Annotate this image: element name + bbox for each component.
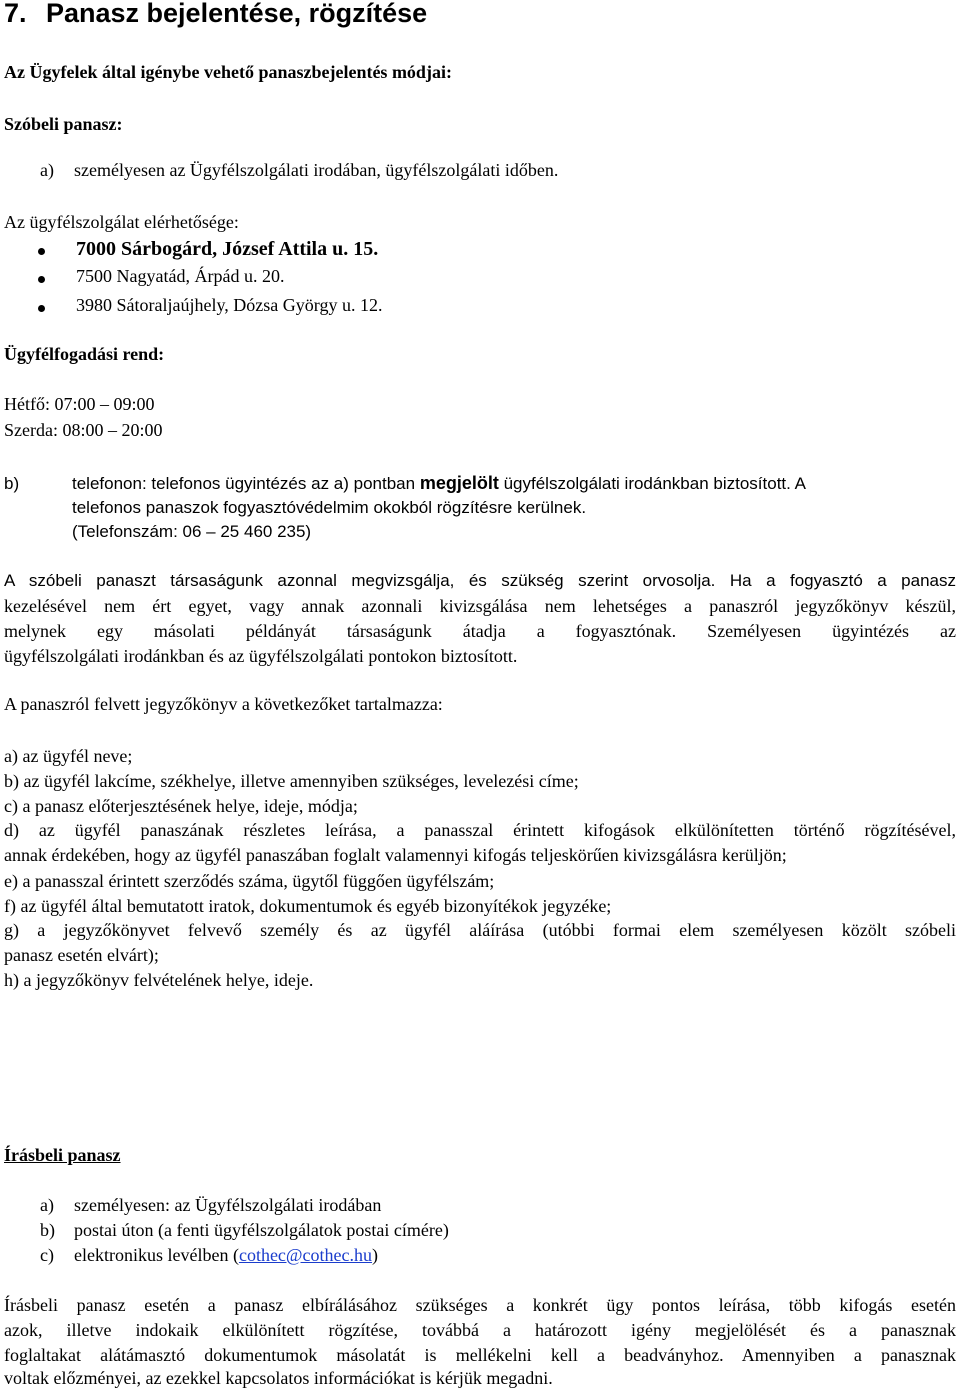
oral-item-a-text: személyesen az Ügyfélszolgálati irodában, ügyfélszolgálati időben.	[74, 160, 559, 180]
record-line: g) a jegyzőkönyvet felvevő személy és az ügyfél aláírása (utóbbi formai elem személyesen közölt szóbeli	[4, 920, 956, 940]
oral-paragraph-line: A szóbeli panaszt társaságunk azonnal megvizsgálja, és szükség szerint orvosolja. Ha a fogyasztó a panasz	[4, 571, 956, 590]
oral-item-b-line1	[4, 473, 806, 494]
written-item-label: a)	[40, 1195, 54, 1215]
written-item-label: b)	[40, 1220, 55, 1240]
oral-item-b-line2: telefonos panaszok fogyasztóvédelmim okokból rögzítésre kerülnek.	[72, 498, 587, 517]
availability-label: Az ügyfélszolgálat elérhetősége:	[4, 212, 239, 232]
written-item-c-pre: elektronikus levélben (	[74, 1245, 239, 1265]
record-line: f) az ügyfél által bemutatott iratok, dokumentumok és egyéb bizonyítékok jegyzéke;	[4, 896, 612, 916]
written-item-b	[40, 1220, 449, 1241]
written-item-c	[40, 1245, 378, 1266]
written-item-a	[40, 1195, 381, 1216]
record-line: c) a panasz előterjesztésének helye, ideje, módja;	[4, 796, 358, 816]
intro-heading: Az Ügyfelek által igénybe vehető panaszbejelentés módjai:	[4, 62, 452, 82]
written-item-text: postai úton (a fenti ügyfélszolgálatok postai címére)	[74, 1220, 449, 1240]
written-paragraph-line: Írásbeli panasz esetén a panasz elbírálásához szükséges a konkrét ügy pontos leírása, több kifogás esetén	[4, 1295, 956, 1315]
address-primary: 7000 Sárbogárd, József Attila u. 15.	[76, 238, 379, 260]
written-paragraph-line: foglaltakat alátámasztó dokumentumok másolatát is mellékelni kell a beadványhoz. Amennyiben a panasznak	[4, 1345, 956, 1365]
record-line: a) az ügyfél neve;	[4, 746, 133, 766]
oral-item-b-label: b)	[4, 474, 20, 493]
written-paragraph-line: voltak előzményei, az ezekkel kapcsolatos információkat is kérjük megadni.	[4, 1368, 553, 1388]
oral-item-b-post: ügyfélszolgálati irodánkban biztosított. A	[503, 474, 806, 493]
hours-line: Hétfő: 07:00 – 09:00	[4, 394, 155, 414]
section-number: 7.	[4, 0, 27, 28]
oral-item-b-bold: megjelölt	[419, 473, 499, 493]
written-complaint-heading: Írásbeli panasz	[4, 1145, 121, 1165]
record-line: annak érdekében, hogy az ügyfél panaszában foglalt valamennyi kifogás teljeskörűen kivizsgálásra kerüljön;	[4, 845, 787, 865]
oral-paragraph-line: ügyfélszolgálati irodánkban és az ügyfélszolgálati pontokon biztosított.	[4, 646, 518, 666]
bullet-icon	[38, 248, 45, 255]
oral-item-a	[40, 160, 558, 181]
written-paragraph-line: azok, illetve indokaik elkülönített rögzítése, továbbá a határozott igény megjelölését és a panasznak	[4, 1320, 956, 1340]
reception-heading: Ügyfélfogadási rend:	[4, 344, 165, 364]
oral-paragraph-line: melynek egy másolati példányát társaságunk átadja a fogyasztónak. Személyesen ügyintézés az	[4, 621, 956, 641]
written-item-label: c)	[40, 1245, 54, 1265]
oral-paragraph-line: kezelésével nem ért egyet, vagy annak azonnali kivizsgálása nem lehetséges a panaszról jegyzőkönyv készül,	[4, 596, 956, 616]
section-title-text: Panasz bejelentése, rögzítése	[46, 0, 428, 28]
email-link[interactable]: cothec@cothec.hu	[238, 1245, 372, 1265]
record-line: b) az ügyfél lakcíme, székhelye, illetve amennyiben szükséges, levelezési címe;	[4, 771, 579, 791]
bullet-icon	[38, 305, 45, 312]
record-heading: A panaszról felvett jegyzőkönyv a következőket tartalmazza:	[4, 694, 443, 714]
record-line: h) a jegyzőkönyv felvételének helye, ideje.	[4, 970, 314, 990]
hours-line: Szerda: 08:00 – 20:00	[4, 420, 163, 440]
address-item: 7500 Nagyatád, Árpád u. 20.	[76, 266, 285, 286]
record-line: panasz esetén elvárt);	[4, 945, 159, 965]
written-item-text: személyesen: az Ügyfélszolgálati irodában	[74, 1195, 382, 1215]
record-line: d) az ügyfél panaszának részletes leírása, a panasszal érintett kifogások elkülönítetten történő rögzítésével,	[4, 820, 956, 840]
oral-item-b-pre: telefonon: telefonos ügyintézés az a) pontban	[72, 474, 416, 493]
oral-complaint-heading: Szóbeli panasz:	[4, 114, 123, 134]
bullet-icon	[38, 276, 45, 283]
address-item: 3980 Sátoraljaújhely, Dózsa György u. 12.	[76, 295, 383, 315]
oral-item-b-line3: (Telefonszám: 06 – 25 460 235)	[72, 522, 312, 541]
section-title	[4, 0, 427, 29]
record-line: e) a panasszal érintett szerződés száma, ügytől függően ügyfélszám;	[4, 871, 495, 891]
written-item-c-post: )	[371, 1245, 378, 1265]
oral-item-a-label: a)	[40, 160, 54, 180]
